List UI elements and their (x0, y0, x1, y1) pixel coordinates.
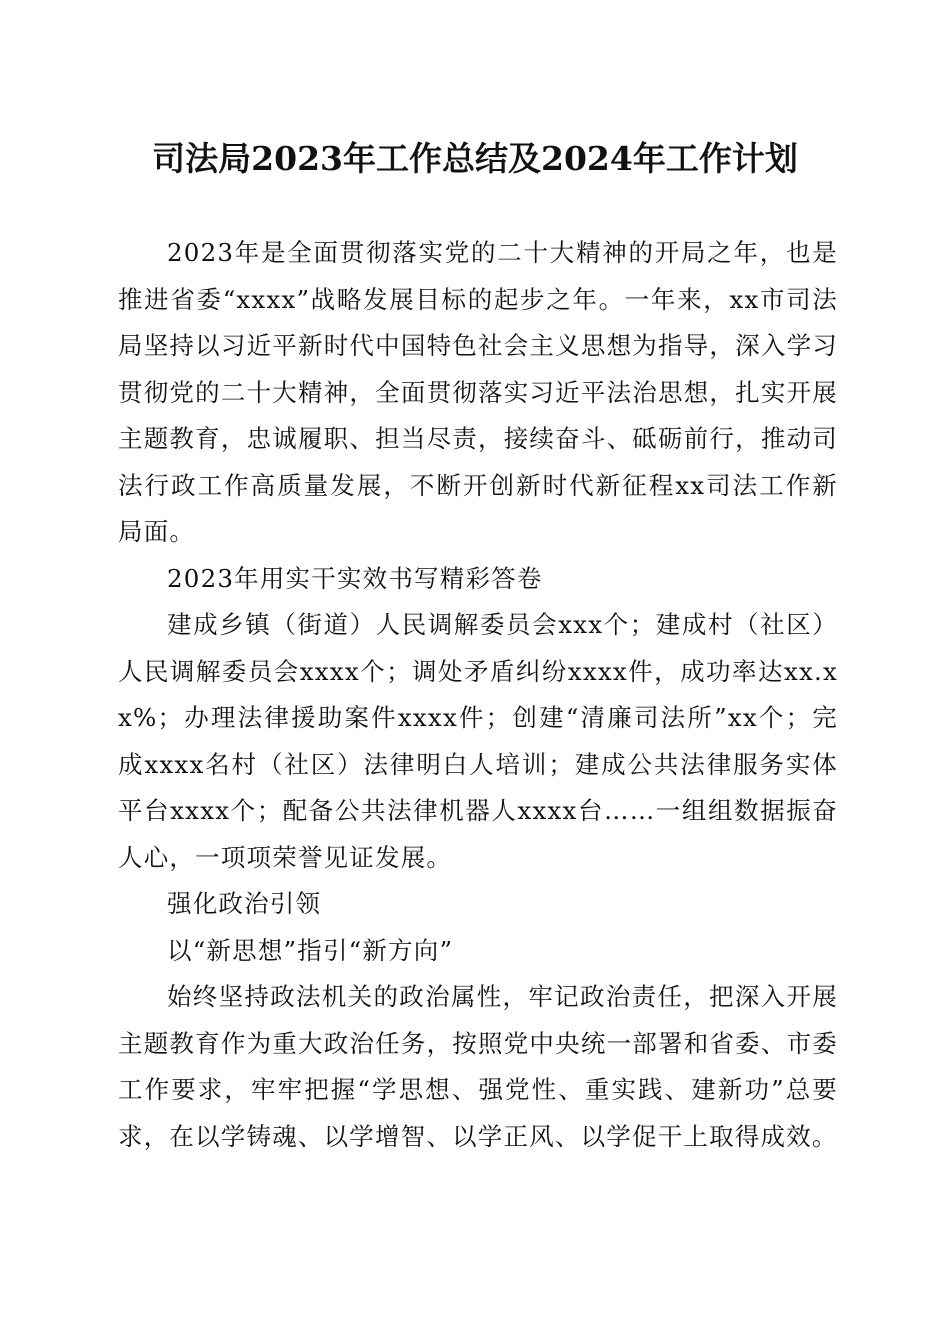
paragraph-intro: 2023年是全面贯彻落实党的二十大精神的开局之年，也是推进省委“xxxx”战略发展目标的起步之年。一年来，xx市司法局坚持以习近平新时代中国特色社会主义思想为指导，深入学习贯彻党的二十大精神，全面贯彻落实习近平法治思想，扎实开展主题教育，忠诚履职、担当尽责，接续奋斗、砥砺前行，推动司法行政工作高质量发展，不断开创新时代新征程xx司法工作新局面。 (118, 238, 838, 546)
paragraph-section-heading: 2023年用实干实效书写精彩答卷 (167, 563, 543, 593)
paragraph-political: 始终坚持政法机关的政治属性，牢记政治责任，把深入开展主题教育作为重大政治任务，按照党中央统一部署和省委、市委工作要求，牢牢把握“学思想、强党性、重实践、建新功”总要求，在以学铸魂、以学增智、以学正风、以学促干上取得成效。 (118, 982, 838, 1151)
paragraph-statistics: 建成乡镇（街道）人民调解委员会xxx个；建成村（社区）人民调解委员会xxxx个；调处矛盾纠纷xxxx件，成功率达xx.xx%；办理法律援助案件xxxx件；创建“清廉司法所”xx个；完成xxxx名村（社区）法律明白人培训；建成公共法律服务实体平台xxxx个；配备公共法律机器人xxxx台……一组组数据振奋人心，一项项荣誉见证发展。 (118, 610, 838, 872)
document-title: 司法局2023年工作总结及2024年工作计划 (152, 139, 798, 178)
document-body (118, 230, 838, 1160)
paragraph-subheading: 强化政治引领 (167, 889, 322, 918)
paragraph-subheading-2: 以“新思想”指引“新方向” (167, 935, 454, 965)
